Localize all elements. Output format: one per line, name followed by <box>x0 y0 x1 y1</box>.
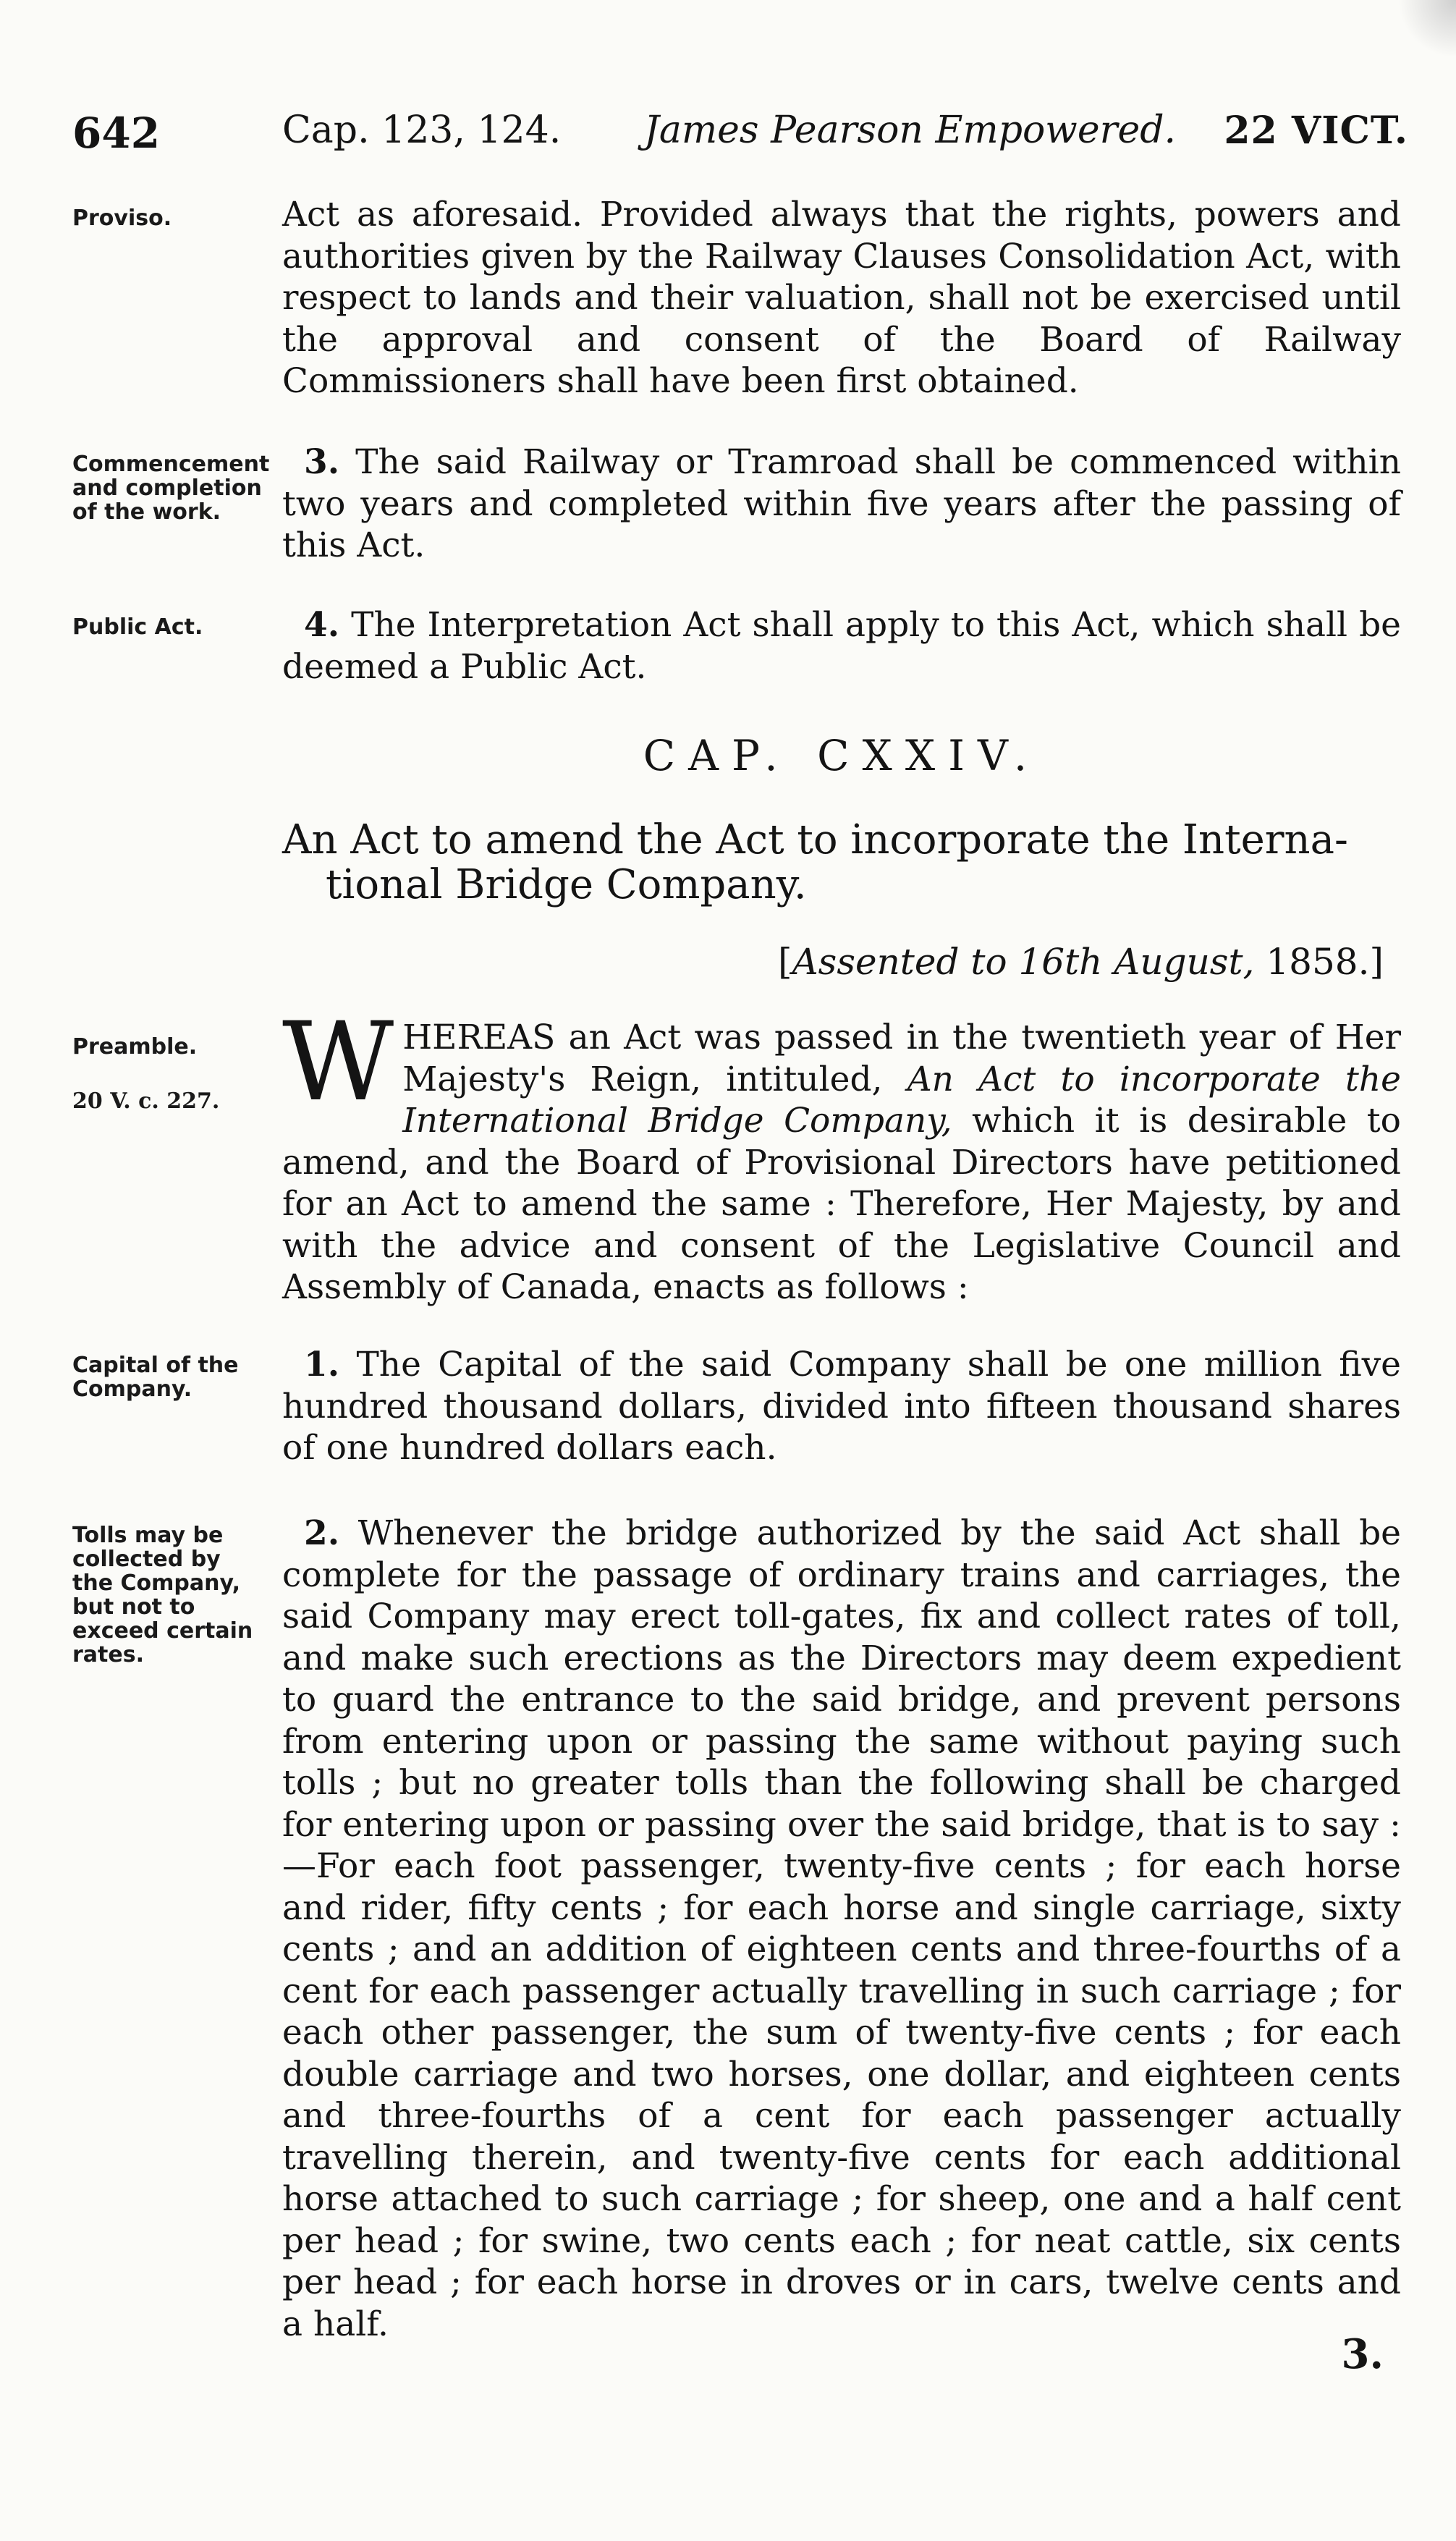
drop-cap: W <box>282 999 394 1125</box>
section-text: Act as aforesaid. Provided always that the rights, powers and authorities given by the Railway Clauses Consolidation Act, with respect to lands and their valuation, shall not be exercised until the approval and consent of the Board of Railway Commissioners shall have been first obtained. <box>282 195 1401 401</box>
running-title: James Pearson Empowered. <box>644 109 1177 152</box>
margin-note-public-act: Public Act. <box>72 614 203 640</box>
proviso-text <box>282 194 1401 402</box>
chapter-heading: CAP. CXXIV. <box>643 731 1041 780</box>
preamble-act-title: An Act to incorporate the International Bridge Company, <box>402 1059 1401 1141</box>
clause-number: 2. <box>304 1513 340 1553</box>
section-number: 3. <box>304 442 340 482</box>
preamble-text-b: which it is desirable to amend, and the Board of Provisional Directors have petitioned for an Act to amend the same : Therefore, Her Majesty, by and with the advice and consent of the Legislative Council and Assembly of Canada, enacts as follows : <box>282 1101 1401 1307</box>
section-number: 4. <box>304 605 340 645</box>
act-title-line-2: tional Bridge Company. <box>326 861 807 908</box>
assent-year: 1858. <box>1266 941 1370 983</box>
margin-citation: 20 V. c. 227. <box>72 1088 220 1114</box>
preamble-text-a: HEREAS an Act was passed in the twentieth year of Her Majesty's Reign, intituled, <box>402 1018 1401 1099</box>
section-4 <box>282 604 1401 688</box>
preamble-text <box>282 999 1401 1308</box>
act-title <box>282 818 1401 908</box>
margin-note-capital: Capital of the Company. <box>72 1353 239 1402</box>
section-3 <box>282 441 1401 567</box>
page-number: 642 <box>72 109 161 158</box>
act-title-line-1: An Act to amend the Act to incorporate the Interna- <box>282 816 1348 863</box>
running-header <box>72 109 1408 174</box>
clause-text: The Capital of the said Company shall be one million five hundred thousand dollars, divided into fifteen thousand shares of one hundred dollars each. <box>282 1345 1401 1468</box>
clause-1 <box>282 1344 1401 1469</box>
section-text: The Interpretation Act shall apply to this Act, which shall be deemed a Public Act. <box>282 605 1401 687</box>
margin-note-commencement: Commencement and completion of the work. <box>72 452 270 525</box>
clause-number: 1. <box>304 1345 340 1384</box>
section-text: The said Railway or Tramroad shall be commenced within two years and completed within five years after the passing of this Act. <box>282 442 1401 565</box>
reign-year: 22 VICT. <box>1224 109 1408 153</box>
clause-text: Whenever the bridge authorized by the said Act shall be complete for the passage of ordinary trains and carriages, the said Company may erect toll-gates, fix and collect rates of toll, and make such erections as the Directors may deem expedient to guard the entrance to the said bridge, and prevent persons from entering upon or passing the same without paying such tolls ; but no greater tolls than the following shall be charged for entering upon or passing over the said bridge, that is to say :—For each foot passenger, twenty-five cents ; for each horse and rider, fifty cents ; for each horse and single carriage, sixty cents ; and an addition of eighteen cents and three-fourths of a cent for each passenger actually travelling in such carriage ; for each other passenger, the sum of twenty-five cents ; for each double carriage and two horses, one dollar, and eighteen cents and three-fourths of a cent for each passenger actually travelling therein, and twenty-five cents for each additional horse attached to such carriage ; for sheep, one and a half cent per head ; for swine, two cents each ; for neat cattle, six cents per head ; for each horse in droves or in cars, twelve cents and a half. <box>282 1513 1401 2344</box>
catchword: 3. <box>1341 2330 1384 2378</box>
assent-date: [Assented to 16th August, 1858.] <box>778 941 1384 983</box>
clause-2 <box>282 1513 1401 2345</box>
scan-edge-shadow <box>1398 0 1456 58</box>
margin-note-preamble: Preamble. <box>72 1034 198 1060</box>
margin-note-tolls: Tolls may be collected by the Company, but not to exceed certain rates. <box>72 1523 253 1667</box>
assent-prefix: Assented to 16th August, <box>792 941 1255 983</box>
chapter-reference: Cap. 123, 124. <box>282 109 562 152</box>
margin-note-proviso: Proviso. <box>72 206 172 231</box>
